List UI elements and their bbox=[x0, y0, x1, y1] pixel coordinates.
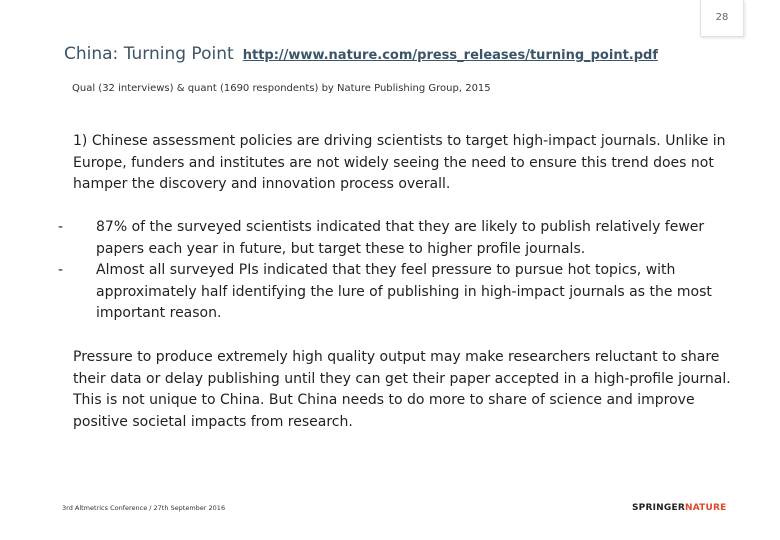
list-item bbox=[58, 217, 738, 260]
paragraph-assessment-policies: 1) Chinese assessment policies are driving scientists to target high-impact journals. Unlike in Europe, funders and institutes are not widely seeing the need to ensure this trend does not hamper the discovery and innovation process overall. bbox=[73, 133, 726, 192]
bullet-dash: - bbox=[58, 219, 64, 235]
page-number: 28 bbox=[715, 12, 729, 23]
springer-nature-logo bbox=[632, 503, 727, 513]
bullet-text: Almost all surveyed PIs indicated that they feel pressure to pursue hot topics, with approximately half identifying the lure of publishing in high-impact journals as the most important reason. bbox=[96, 262, 712, 321]
page-number-tab bbox=[700, 0, 744, 37]
slide-subtitle: Qual (32 interviews) & quant (1690 respondents) by Nature Publishing Group, 2015 bbox=[72, 83, 491, 94]
slide-title: China: Turning Point bbox=[64, 44, 234, 64]
list-item bbox=[58, 260, 738, 325]
logo-nature: NATURE bbox=[684, 503, 727, 513]
logo-springer: SPRINGER bbox=[632, 503, 685, 513]
press-release-link[interactable]: http://www.nature.com/press_releases/turning_point.pdf bbox=[242, 48, 658, 63]
findings-list bbox=[58, 217, 738, 325]
paragraph-pressure: Pressure to produce extremely high quality output may make researchers reluctant to share their data or delay publishing until they can get their paper accepted in a high-profile journal. This is not unique to China. But China needs to do more to share of science and improve positive societal impacts from research. bbox=[73, 349, 731, 430]
bullet-dash: - bbox=[58, 262, 64, 278]
footer-event: 3rd Altmetrics Conference / 27th September 2016 bbox=[62, 504, 226, 512]
slide-header bbox=[64, 44, 764, 64]
bullet-text: 87% of the surveyed scientists indicated that they are likely to publish relatively fewer papers each year in future, but target these to higher profile journals. bbox=[96, 219, 705, 257]
